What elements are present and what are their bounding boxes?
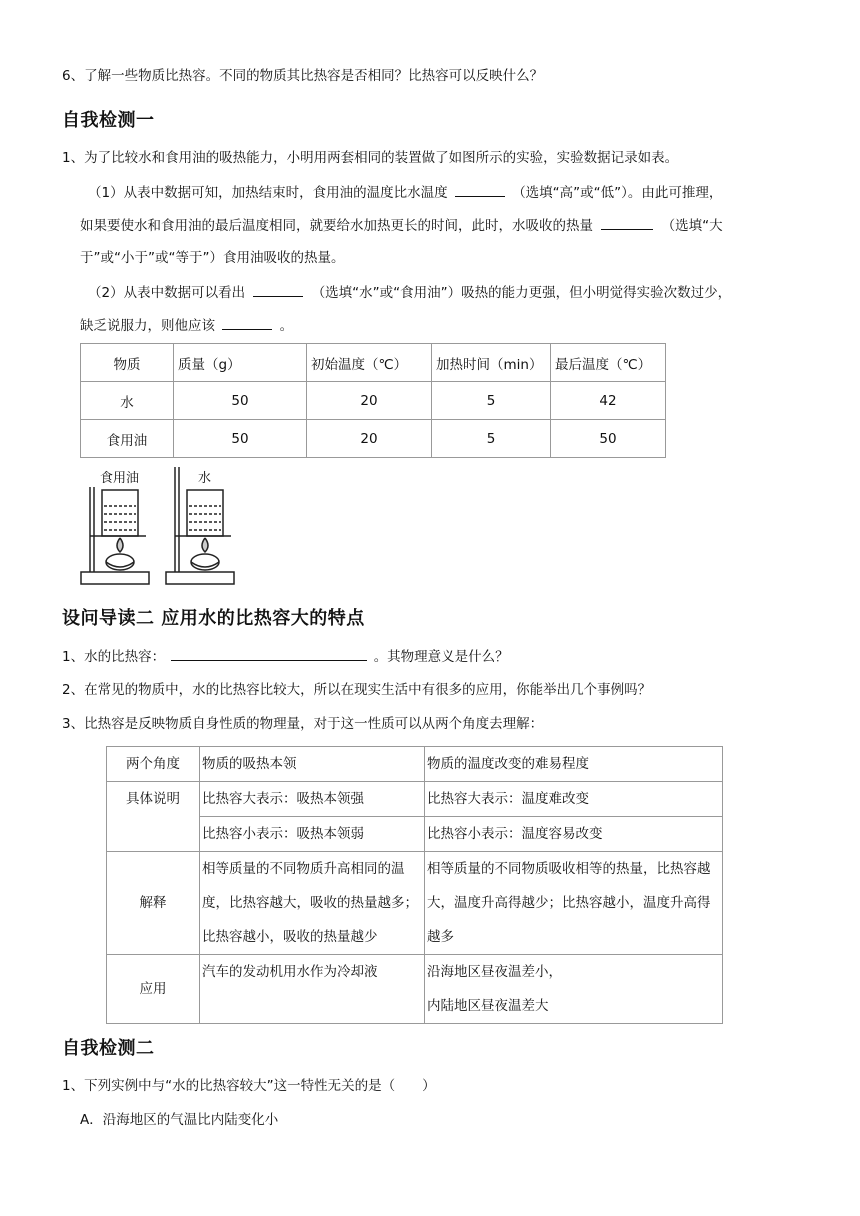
table-header-row <box>81 344 666 382</box>
row-label-explain: 解释 <box>107 852 200 955</box>
table-row <box>107 955 723 1024</box>
table-cell: 比热容小表示：温度容易改变 <box>425 817 723 852</box>
text: 。其物理意义是什么？ <box>373 649 509 665</box>
text: 。 <box>279 318 294 334</box>
text: （选填“大 <box>661 218 723 234</box>
oil-apparatus <box>81 487 149 584</box>
table-row <box>107 817 723 852</box>
row-label-apply: 应用 <box>107 955 200 1024</box>
answer-blank[interactable] <box>253 282 303 297</box>
table-cell: 比热容大表示：温度难改变 <box>425 782 723 817</box>
s1-part1-line2 <box>80 215 723 236</box>
s1-part2-line2 <box>80 315 293 336</box>
text: （1）从表中数据可知，加热结束时，食用油的温度比水温度 <box>88 185 448 201</box>
table-cell: 食用油 <box>81 420 174 458</box>
s2-question-1 <box>62 646 509 667</box>
table-header-cell: 质量（g） <box>174 344 307 382</box>
s1-part2-line1 <box>88 282 731 303</box>
table-row <box>107 782 723 817</box>
s3-option-a[interactable]: A．沿海地区的气温比内陆变化小 <box>80 1112 279 1128</box>
table-row <box>107 852 723 955</box>
s2-question-2: 2、在常见的物质中，水的比热容比较大，所以在现实生活中有很多的应用，你能举出几个事例吗？ <box>62 682 652 698</box>
table-cell: 20 <box>307 420 432 458</box>
answer-blank[interactable] <box>601 215 653 230</box>
table-row <box>81 420 666 458</box>
text: 缺乏说服力，则他应该 <box>80 318 215 334</box>
question-6: 6、了解一些物质比热容。不同的物质其比热容是否相同？比热容可以反映什么？ <box>62 68 544 84</box>
table-row <box>81 382 666 420</box>
table-header-cell: 物质的吸热本领 <box>200 747 425 782</box>
experiment-data-table <box>80 343 666 458</box>
table-cell: 相等质量的不同物质吸收相等的热量，比热容越大，温度升高得越少；比热容越小，温度升高得越多 <box>425 852 723 955</box>
text: （2）从表中数据可以看出 <box>88 285 246 301</box>
table-header-cell: 物质 <box>81 344 174 382</box>
label-water: 水 <box>198 471 212 486</box>
label-oil: 食用油 <box>100 471 140 486</box>
table-header-row <box>107 747 723 782</box>
specific-heat-table <box>106 746 723 1024</box>
table-header-cell: 初始温度（℃） <box>307 344 432 382</box>
table-header-cell: 最后温度（℃） <box>551 344 666 382</box>
table-cell: 水 <box>81 382 174 420</box>
table-cell <box>425 955 723 1024</box>
s3-question-1: 1、下列实例中与“水的比热容较大”这一特性无关的是（ ） <box>62 1078 436 1094</box>
table-header-cell: 加热时间（min） <box>432 344 551 382</box>
table-header-cell: 两个角度 <box>107 747 200 782</box>
row-label-detail: 具体说明 <box>107 782 200 852</box>
table-cell: 50 <box>174 382 307 420</box>
s1-part1-line3: 于”或“小于”或“等于”）食用油吸收的热量。 <box>80 250 345 266</box>
answer-blank[interactable] <box>455 182 505 197</box>
s1-part1-line1 <box>88 182 722 203</box>
section-heading-self-check-2: 自我检测二 <box>62 1038 155 1059</box>
table-header-cell: 物质的温度改变的难易程度 <box>425 747 723 782</box>
table-cell: 5 <box>432 420 551 458</box>
table-cell: 相等质量的不同物质升高相同的温度，比热容越大，吸收的热量越多；比热容越小，吸收的热量越少 <box>200 852 425 955</box>
table-cell: 42 <box>551 382 666 420</box>
table-cell: 比热容大表示：吸热本领强 <box>200 782 425 817</box>
answer-blank[interactable] <box>171 646 367 661</box>
text: （选填“水”或“食用油”）吸热的能力更强，但小明觉得实验次数过少， <box>311 285 732 301</box>
table-cell: 50 <box>174 420 307 458</box>
table-cell: 5 <box>432 382 551 420</box>
table-cell: 比热容小表示：吸热本领弱 <box>200 817 425 852</box>
table-cell: 20 <box>307 382 432 420</box>
section-heading-guide-2: 设问导读二 应用水的比热容大的特点 <box>62 608 365 629</box>
answer-blank[interactable] <box>222 315 272 330</box>
text: 如果要使水和食用油的最后温度相同，就要给水加热更长的时间，此时，水吸收的热量 <box>80 218 593 234</box>
table-cell: 汽车的发动机用水作为冷却液 <box>200 955 425 1024</box>
text: （选填“高”或“低”）。由此可推理， <box>512 185 723 201</box>
s2-question-3: 3、比热容是反映物质自身性质的物理量，对于这一性质可以从两个角度去理解： <box>62 716 544 732</box>
heating-apparatus-figure <box>76 462 246 590</box>
s1-question-1: 1、为了比较水和食用油的吸热能力，小明用两套相同的装置做了如图所示的实验，实验数据记录如表。 <box>62 150 679 166</box>
text: 1、水的比热容： <box>62 649 166 665</box>
section-heading-self-check-1: 自我检测一 <box>62 110 155 131</box>
apply-line-1: 沿海地区昼夜温差小， <box>427 964 562 980</box>
table-cell: 50 <box>551 420 666 458</box>
apply-line-2: 内陆地区昼夜温差大 <box>427 998 549 1014</box>
